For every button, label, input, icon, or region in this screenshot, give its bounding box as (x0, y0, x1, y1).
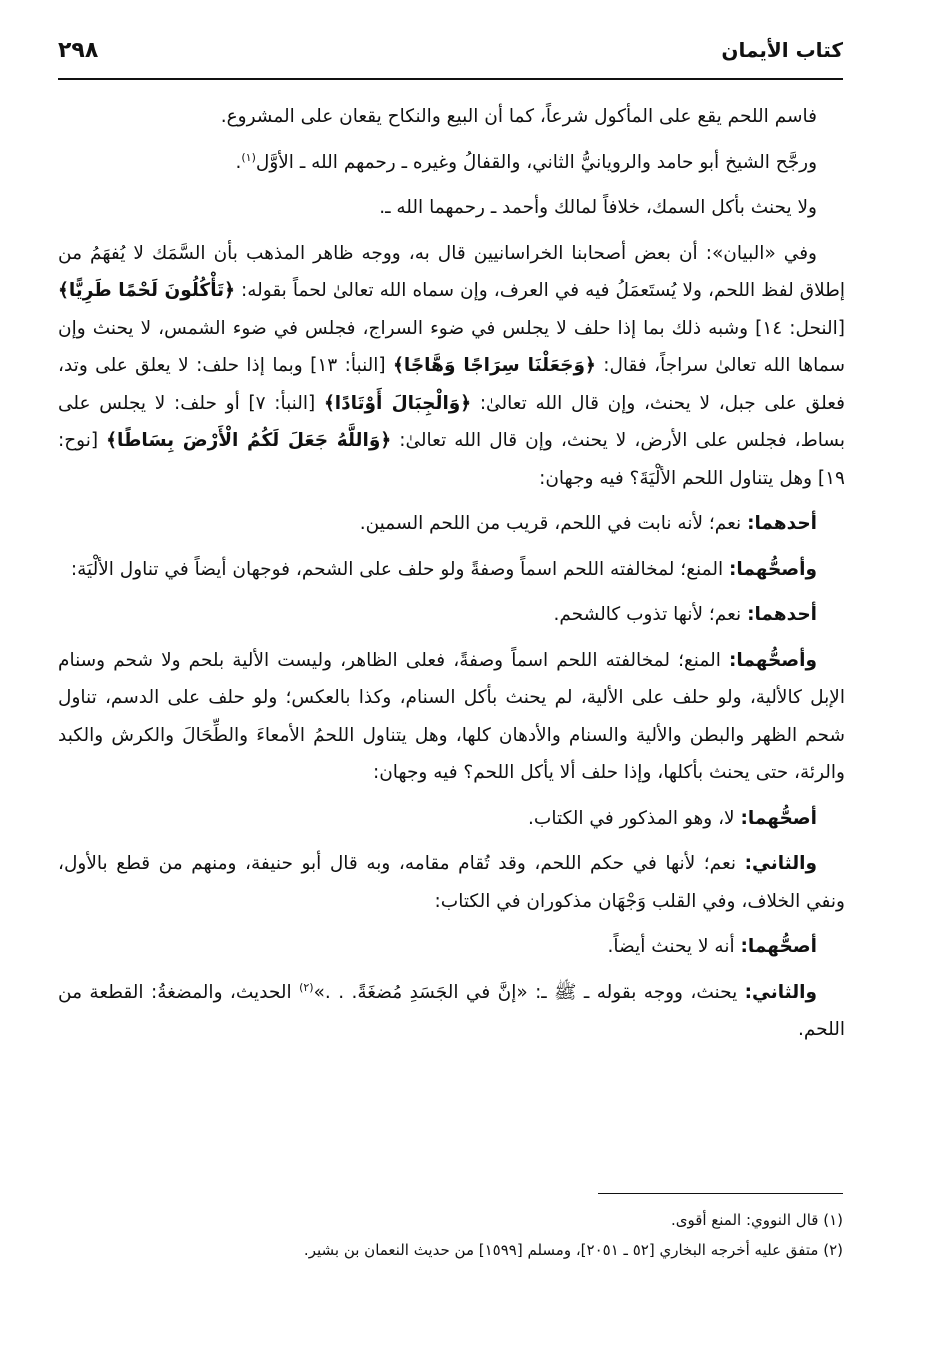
paragraph-text: [نوح: ١٩] وهل يتناول اللحم الألْيَةَ؟ فيه وجهان: (58, 430, 845, 489)
paragraph-text: المنع؛ لمخالفته اللحم اسماً وصفةً، فعلى الظاهر، وليست الألية بلحم ولا شحم وسنام الإبل كالألية، ولو حلف على الألية، لم يحنث بأكل السنام، وكذا بالعكس؛ ولو حلف على الدسم، تناول شحم الظهر والبطن والألية والسنام والأدهان كلها، وهل يتناول اللحمُ الأمعاءَ والطِّحَالَ والكرش والكبد والرئة، حتى يحنث بأكلها، وإذا حلف ألا يأكل اللحم؟ فيه وجهان: (58, 649, 845, 783)
paragraph-text: وفي «البيان»: أن بعض أصحابنا الخراسانيين قال به، ووجه ظاهر المذهب بأن السَّمَك لا يُفهَمُ من إطلاق لفظ اللحم، ولا يُستَعمَلُ فيه في العرف، وإن سماه الله تعالىٰ لحماً بقوله: (58, 242, 845, 301)
paragraph-text: أنه لا يحنث أيضاً. (607, 936, 741, 957)
page-number: ٢٩٨ (58, 38, 99, 63)
footnotes (58, 1205, 843, 1265)
footnote-2: (٢) متفق عليه أخرجه البخاري [٥٢ ـ ٢٠٥١]، ومسلم [١٥٩٩] من حديث النعمان بن بشير. (303, 1241, 843, 1259)
paragraph-text: [النبأ: ١٣] وبما إذا حلف: لا يعلق على وتد، فعلق على جبل، لا يحنث، وإن قال الله تعالىٰ: (58, 355, 845, 414)
running-header (58, 38, 843, 72)
paragraph (58, 98, 845, 136)
footnote-marker: (٢) (299, 980, 314, 994)
paragraph-text: [النحل: ١٤] وشبه ذلك بما إذا حلف لا يجلس في ضوء السراج، فجلس في ضوء الشمس، لا يحنث وإن سماها الله تعالىٰ سراجاً، فقال: (58, 317, 845, 376)
opinion-label: والثاني: (744, 853, 817, 874)
quran-verse: ﴿تَأْكُلُونَ لَحْمًا طَرِيًّا﴾ (58, 280, 235, 301)
paragraph-text: نعم؛ لأنها تذوب كالشحم. (553, 604, 748, 625)
quran-verse: ﴿وَاللَّهُ جَعَلَ لَكُمُ الْأَرْضَ بِسَاطًا﴾ (106, 430, 392, 451)
paragraph (58, 642, 845, 792)
paragraph-text: لا، وهو المذكور في الكتاب. (528, 807, 741, 829)
main-text (58, 98, 845, 1057)
paragraph (58, 596, 845, 634)
opinion-label: وأصحُّهما: (728, 558, 817, 580)
paragraph-text: المنع؛ لمخالفته اللحم اسماً وصفةً ولو حلف على الشحم، فوجهان أيضاً في تناول الألْيَة: (70, 558, 729, 580)
opinion-label: أحدهما: (747, 513, 817, 534)
footnote-rule (598, 1193, 843, 1194)
paragraph-text: . (235, 151, 242, 173)
paragraph (58, 144, 845, 182)
footnote-marker: (١) (241, 150, 256, 164)
paragraph (58, 845, 845, 920)
opinion-label: أصحُّهما: (740, 936, 817, 957)
paragraph-text: الحديث، والمضغةُ: القطعة من اللحم. (58, 981, 845, 1040)
paragraph-text: ولا يحنث بأكل السمك، خلافاً لمالك وأحمد ـ رحمهما الله ـ. (379, 197, 817, 218)
paragraph (58, 974, 845, 1049)
opinion-label: أصحُّهما: (740, 807, 817, 829)
paragraph-text: ورجَّح الشيخ أبو حامد والرويانيُّ الثاني، والقفالُ وغيره ـ رحمهم الله ـ الأوَّل (255, 151, 817, 173)
opinion-label: وأصحُّهما: (728, 649, 817, 671)
quran-verse: ﴿وَجَعَلْنَا سِرَاجًا وَهَّاجًا﴾ (393, 355, 596, 376)
quran-verse: ﴿وَالْجِبَالَ أَوْتَادًا﴾ (323, 392, 472, 414)
paragraph (58, 551, 845, 589)
paragraph-text: نعم؛ لأنها في حكم اللحم، وقد تُقام مقامه، وبه قال أبو حنيفة، ومنهم من قطع بالأول، ونفي الخلاف، وفي القلب وَجْهَان مذكوران في الكتاب: (58, 853, 845, 912)
opinion-label: والثاني: (744, 981, 817, 1003)
paragraph-text: [النبأ: ٧] أو حلف: لا يجلس على بساط، فجلس على الأرض، لا يحنث، وإن قال الله تعالىٰ: (58, 392, 846, 451)
paragraph-text: يحنث، ووجه بقوله ـ ﷺ ـ: «إنَّ في الجَسَدِ مُضغَةً. . .» (313, 981, 745, 1003)
paragraph (58, 505, 845, 543)
paragraph (58, 235, 845, 498)
paragraph-text: نعم؛ لأنه نابت في اللحم، قريب من اللحم السمين. (359, 513, 748, 534)
chapter-title: كتاب الأيمان (721, 38, 843, 62)
footnote-1: (١) قال النووي: المنع أقوى. (670, 1211, 843, 1229)
header-rule (58, 78, 843, 80)
paragraph (58, 189, 845, 227)
paragraph (58, 800, 845, 838)
paragraph-text: فاسم اللحم يقع على المأكول شرعاً، كما أن البيع والنكاح يقعان على المشروع. (220, 106, 817, 127)
paragraph (58, 928, 845, 966)
opinion-label: أحدهما: (747, 604, 817, 625)
